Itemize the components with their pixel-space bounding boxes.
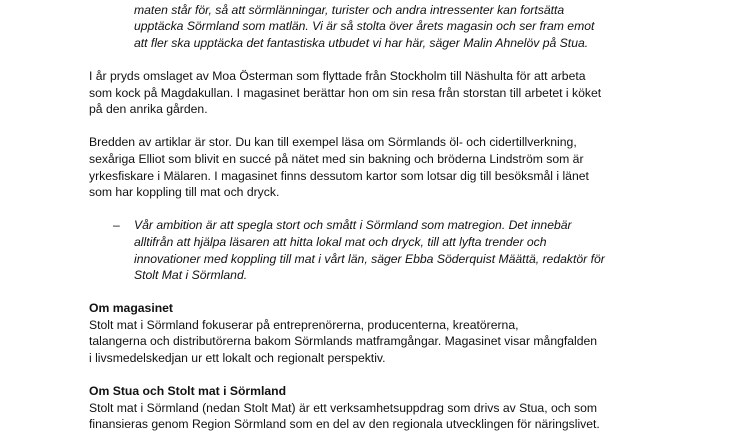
text-line: Stolt mat i Sörmland fokuserar på entreprenörerna, producenterna, kreatörerna, bbox=[89, 317, 519, 332]
section-about-stua bbox=[89, 383, 669, 433]
quote-line: att fler ska upptäcka det fantastiska utbudet vi har här, säger Malin Ahnelöv på Stua. bbox=[134, 35, 589, 50]
document-page bbox=[89, 0, 669, 433]
text-line: talangerna och distributörerna bakom Sörmlands matframgångar. Magasinet visar mångfalden bbox=[89, 334, 598, 349]
quote-line: upptäcka Sörmland som matlän. Vi är så stolta över årets magasin och ser fram emot bbox=[134, 19, 595, 34]
text-line: Bredden av artiklar är stor. Du kan till exempel läsa om Sörmlands öl- och cidertillverkning, bbox=[89, 135, 577, 150]
quote-line: alltifrån att hjälpa läsaren att hitta lokal mat och dryck, till att lyfta trender och bbox=[134, 234, 547, 249]
quote-dash: – bbox=[113, 218, 120, 233]
text-line: som har koppling till mat och dryck. bbox=[89, 185, 280, 200]
text-line: Stolt mat i Sörmland (nedan Stolt Mat) är ett verksamhetsuppdrag som drivs av Stua, och som bbox=[89, 400, 598, 415]
text-line: finansieras genom Region Sörmland som en del av den regionala utvecklingen för näringslivet. bbox=[89, 417, 600, 432]
quote-line: Stolt Mat i Sörmland. bbox=[134, 268, 248, 283]
section-about-magazine bbox=[89, 300, 669, 366]
quote-ebba-soderquist bbox=[89, 217, 669, 283]
text-line: I år pryds omslaget av Moa Österman som flyttade från Stockholm till Näshulta för att arbeta bbox=[89, 68, 586, 83]
quote-malin-ahnelov bbox=[89, 0, 669, 51]
paragraph-breadth bbox=[89, 134, 669, 200]
text-line: sexåriga Elliot som blivit en succé på nätet med sin bakning och bröderna Lindström som är bbox=[89, 151, 584, 166]
text-line: som kock på Magdakullan. I magasinet berättar hon om sin resa från storstan till arbetet i köket bbox=[89, 85, 602, 100]
text-line: i livsmedelskedjan ur ett lokalt och regionalt perspektiv. bbox=[89, 351, 386, 366]
section-heading: Om magasinet bbox=[89, 301, 173, 316]
text-line: yrkesfiskare i Mälaren. I magasinet finns dessutom kartor som lotsar dig till besöksmål i länet bbox=[89, 168, 589, 183]
quote-line: maten står för, så att sörmlänningar, turister och andra intressenter kan fortsätta bbox=[134, 2, 565, 17]
quote-line: innovationer med koppling till mat i vårt län, säger Ebba Söderquist Määttä, redaktör för bbox=[134, 251, 605, 266]
paragraph-cover bbox=[89, 68, 669, 118]
text-line: på den anrika gården. bbox=[89, 102, 208, 117]
quote-line: Vår ambition är att spegla stort och smått i Sörmland som matregion. Det innebär bbox=[134, 218, 572, 233]
section-heading: Om Stua och Stolt mat i Sörmland bbox=[89, 384, 287, 399]
